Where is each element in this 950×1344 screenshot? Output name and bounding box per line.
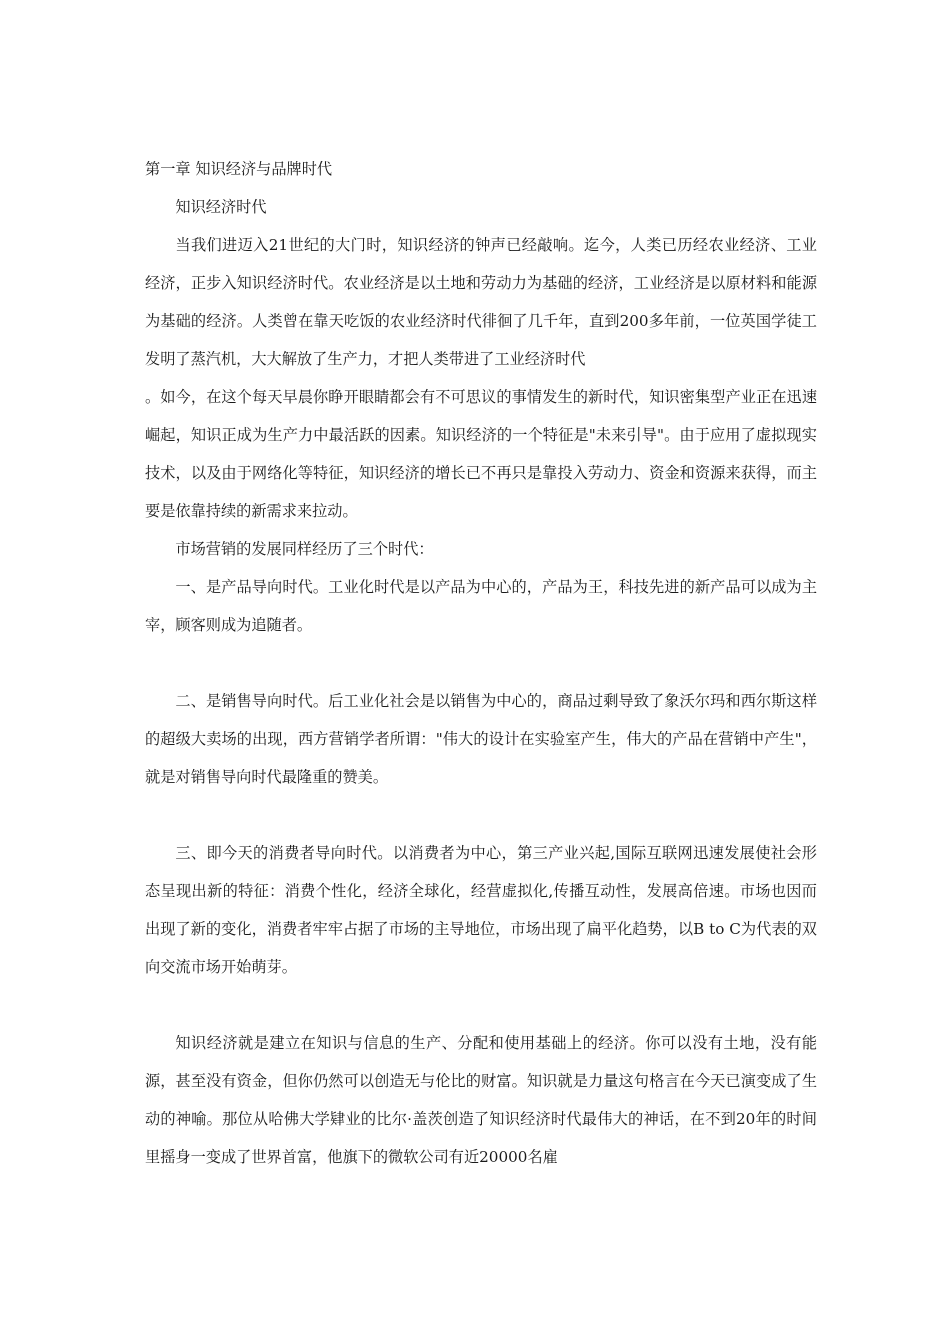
paragraph-intro: 当我们进迈入21世纪的大门时，知识经济的钟声已经敲响。迄今，人类已历经农业经济、工业经济，正步入知识经济时代。农业经济是以土地和劳动力为基础的经济，工业经济是以原材料和能源为基础的经济。人类曾在靠天吃饭的农业经济时代徘徊了几千年，直到200多年前，一位英国学徒工发明了蒸汽机，大大解放了生产力，才把人类带进了工业经济时代 [145, 236, 817, 368]
paragraph-consumer-era: 三、即今天的消费者导向时代。以消费者为中心，第三产业兴起,国际互联网迅速发展使社会形态呈现出新的特征：消费个性化，经济全球化，经营虚拟化,传播互动性，发展高倍速。市场也因而出现了新的变化，消费者牢牢占据了市场的主导地位，市场出现了扁平化趋势，以B to C为代表的双向交流市场开始萌芽。 [145, 844, 817, 976]
document-page [145, 150, 817, 1176]
paragraph-sales-era: 二、是销售导向时代。后工业化社会是以销售为中心的，商品过剩导致了象沃尔玛和西尔斯这样的超级大卖场的出现，西方营销学者所谓："伟大的设计在实验室产生，伟大的产品在营销中产生"，就是对销售导向时代最隆重的赞美。 [145, 692, 817, 786]
chapter-title: 第一章 知识经济与品牌时代 [145, 160, 333, 178]
paragraph-marketing-eras: 市场营销的发展同样经历了三个时代： [175, 540, 434, 558]
paragraph-product-era: 一、是产品导向时代。工业化时代是以产品为中心的，产品为王，科技先进的新产品可以成为主宰，顾客则成为追随者。 [145, 578, 817, 634]
paragraph-new-era: 。如今，在这个每天早晨你睁开眼睛都会有不可思议的事情发生的新时代，知识密集型产业正在迅速崛起，知识正成为生产力中最活跃的因素。知识经济的一个特征是"未来引导"。由于应用了虚拟现实技术，以及由于网络化等特征，知识经济的增长已不再只是靠投入劳动力、资金和资源来获得，而主要是依靠持续的新需求来拉动。 [145, 388, 817, 520]
section-title: 知识经济时代 [175, 198, 267, 216]
paragraph-knowledge-economy: 知识经济就是建立在知识与信息的生产、分配和使用基础上的经济。你可以没有土地，没有能源，甚至没有资金，但你仍然可以创造无与伦比的财富。知识就是力量这句格言在今天已演变成了生动的神喻。那位从哈佛大学肄业的比尔·盖茨创造了知识经济时代最伟大的神话，在不到20年的时间里摇身一变成了世界首富，他旗下的微软公司有近20000名雇 [145, 1034, 817, 1166]
